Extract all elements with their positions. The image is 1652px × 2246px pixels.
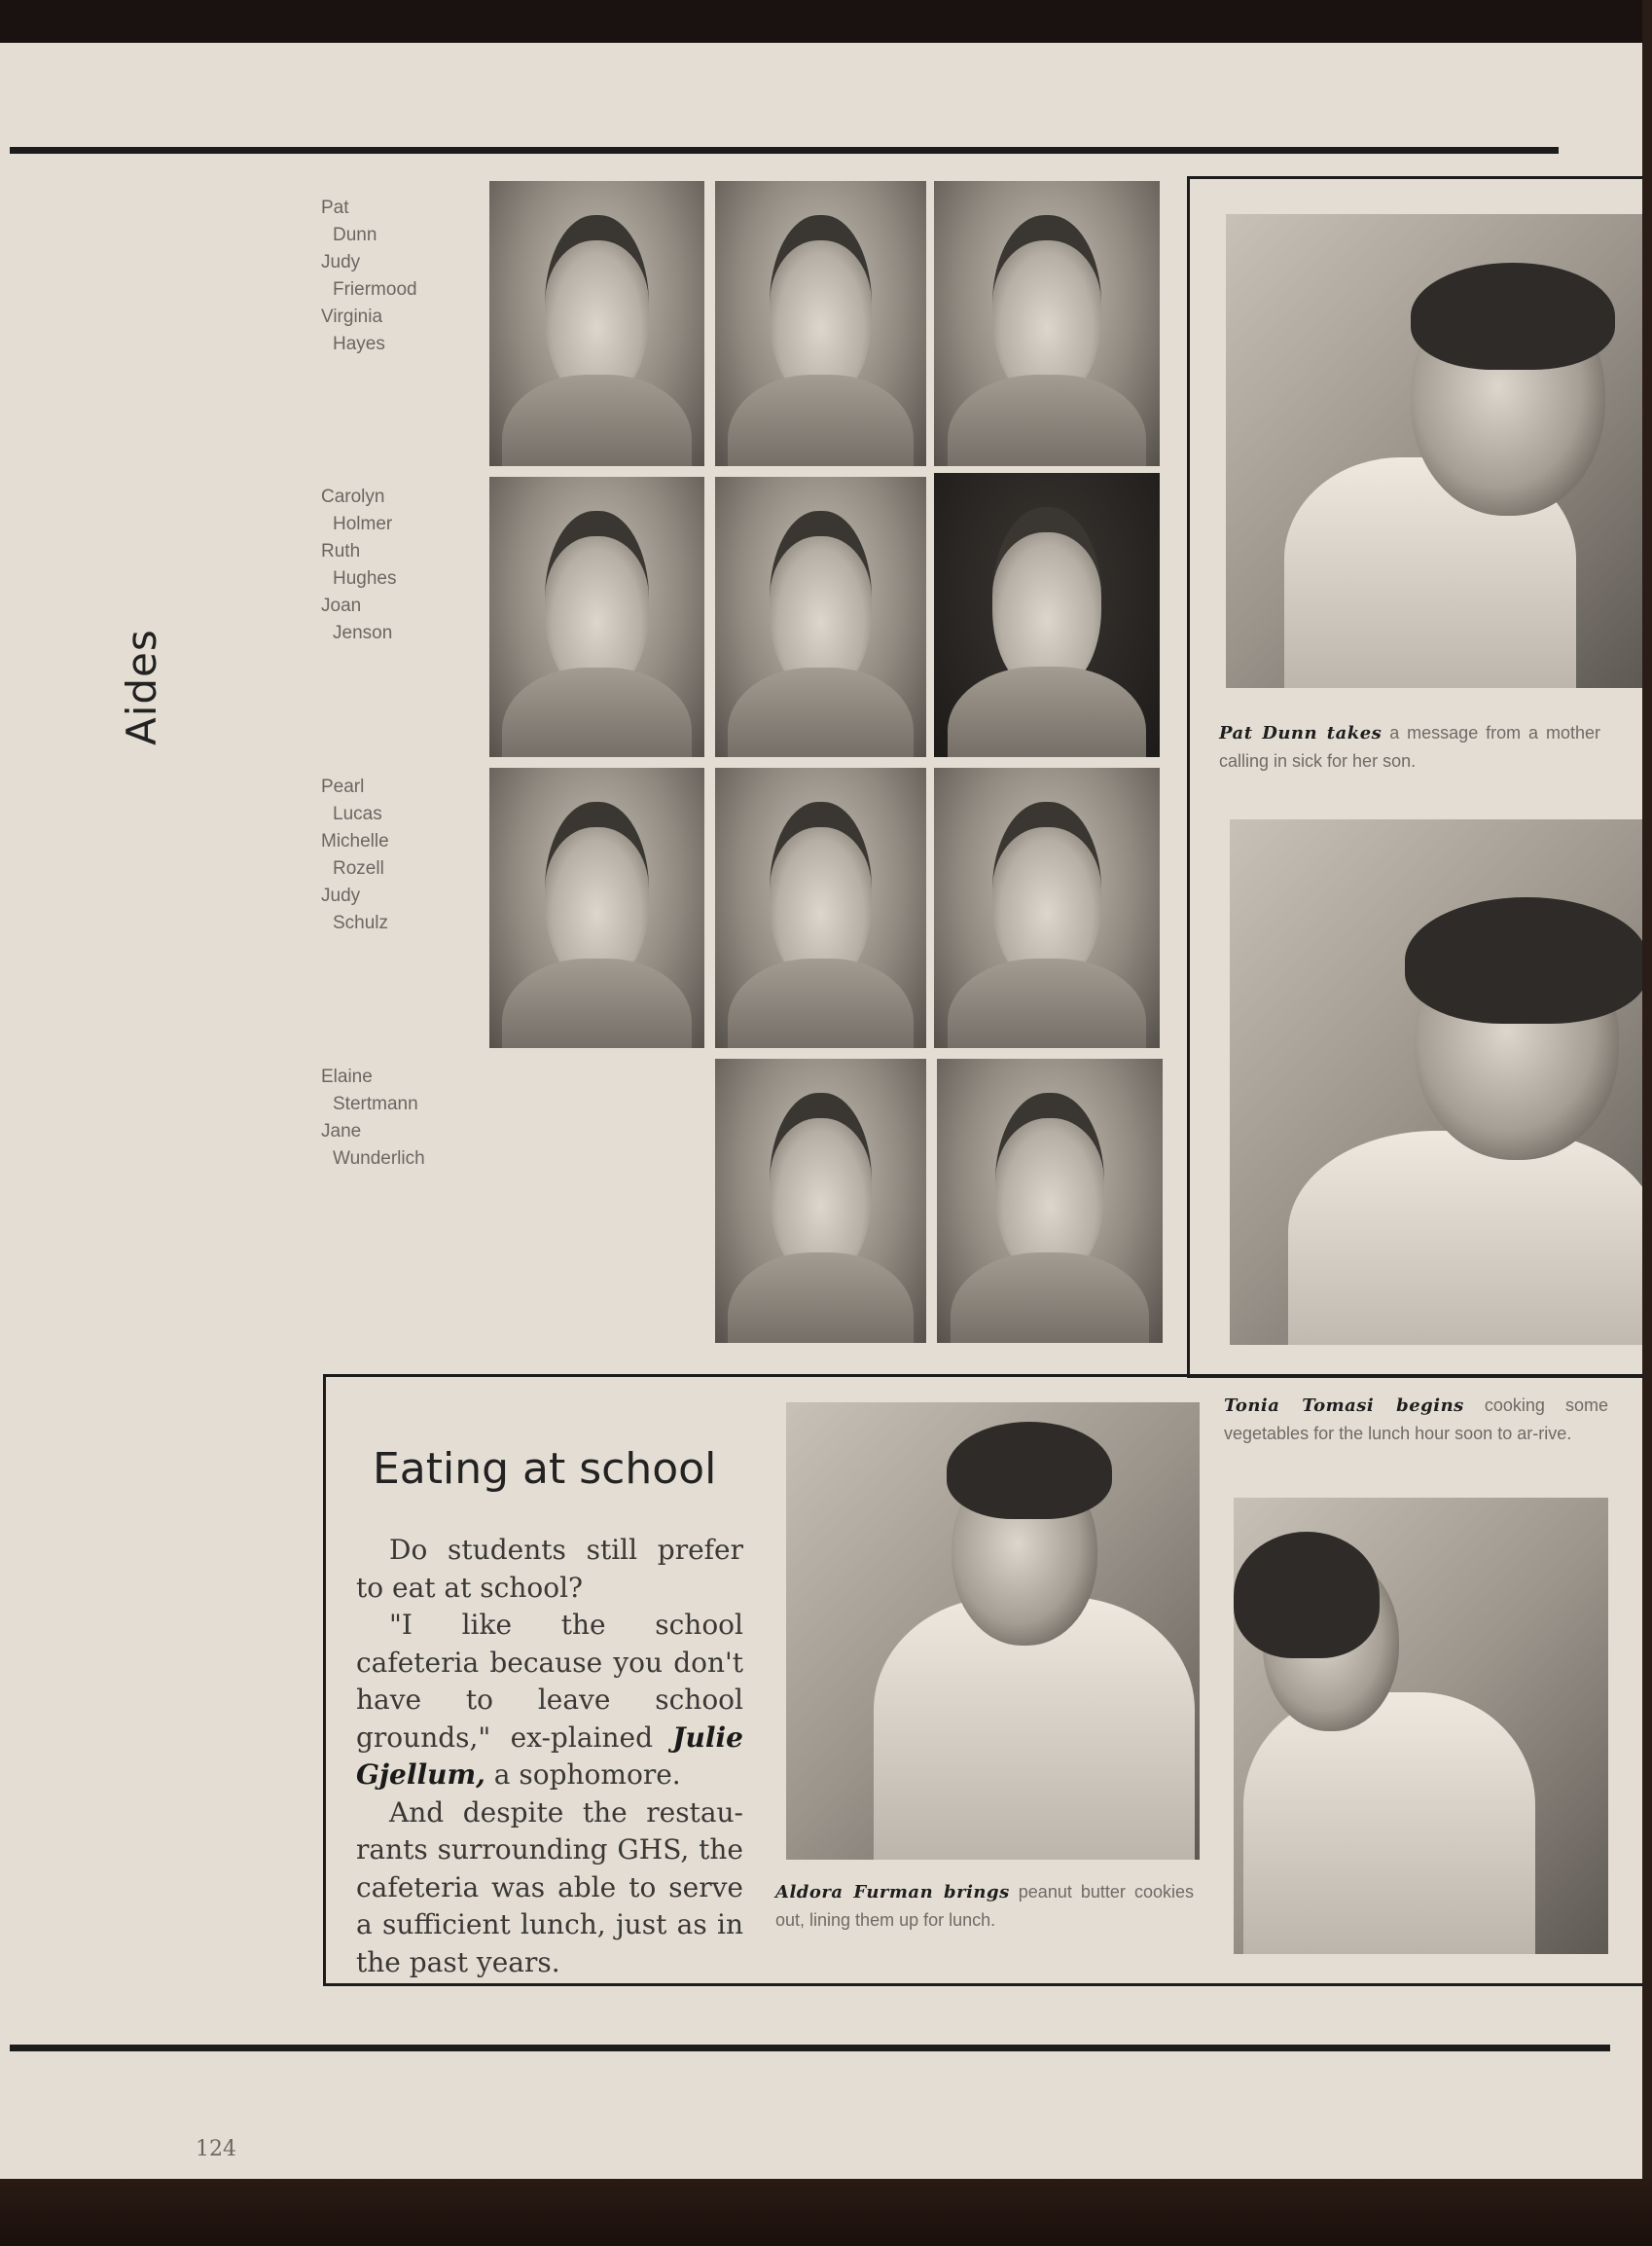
caption-text: a message from a mother calling in sick for her son.	[1219, 723, 1600, 771]
first-name: Michelle	[321, 831, 389, 851]
name-group-1	[321, 195, 417, 358]
last-name: Holmer	[333, 514, 393, 534]
portrait-photo	[715, 477, 926, 757]
portrait-photo	[489, 181, 704, 466]
last-name: Friermood	[333, 279, 417, 300]
photo-cafeteria-aide	[1230, 819, 1642, 1345]
photo-aldora-furman	[786, 1402, 1200, 1860]
story-paragraph: "I like the school cafeteria because you don't have to leave school grounds," ex-plained Julie Gjellum, a sophomore.	[356, 1609, 743, 1791]
portrait-photo	[715, 181, 926, 466]
story-headline: Eating at school	[373, 1444, 717, 1494]
portrait-photo	[489, 477, 704, 757]
first-name: Judy	[321, 886, 361, 906]
first-name: Judy	[321, 252, 361, 272]
name-group-4	[321, 1064, 425, 1173]
book-bottom-edge	[0, 2179, 1652, 2246]
portrait-photo	[934, 181, 1160, 466]
first-name: Pat	[321, 198, 349, 218]
bottom-rule	[10, 2045, 1610, 2051]
portrait-photo	[934, 768, 1160, 1048]
first-name: Carolyn	[321, 487, 385, 507]
yearbook-page	[0, 43, 1642, 2179]
last-name: Dunn	[333, 225, 377, 245]
caption-aldora-furman	[775, 1878, 1194, 1935]
photo-pat-dunn-phone	[1226, 214, 1642, 688]
first-name: Jane	[321, 1121, 362, 1141]
caption-lead: Tonia Tomasi begins	[1224, 1395, 1464, 1416]
caption-text: cooking some vegetables for the lunch hour soon to ar-rive.	[1224, 1395, 1608, 1443]
last-name: Wunderlich	[333, 1148, 425, 1169]
caption-lead: Pat Dunn takes	[1219, 723, 1383, 743]
student-name: Julie Gjellum,	[356, 1721, 743, 1791]
last-name: Stertmann	[333, 1094, 418, 1114]
section-label: Aides	[118, 629, 165, 745]
last-name: Hughes	[333, 568, 397, 589]
portrait-photo	[489, 768, 704, 1048]
last-name: Jenson	[333, 623, 393, 643]
name-group-3	[321, 774, 389, 937]
first-name: Elaine	[321, 1067, 373, 1087]
caption-tonia-tomasi	[1224, 1392, 1608, 1448]
last-name: Rozell	[333, 858, 384, 879]
photo-tonia-tomasi	[1234, 1498, 1608, 1954]
page-number: 124	[196, 2137, 236, 2161]
first-name: Pearl	[321, 777, 365, 797]
portrait-photo	[715, 768, 926, 1048]
story-paragraph: Do students still prefer to eat at school?	[356, 1534, 743, 1604]
portrait-photo	[934, 473, 1160, 757]
first-name: Virginia	[321, 307, 383, 327]
story-paragraph: And despite the restau-rants surrounding GHS, the cafeteria was able to serve a sufficient lunch, just as in the past years.	[356, 1795, 743, 1978]
top-rule	[10, 147, 1559, 154]
last-name: Lucas	[333, 804, 382, 824]
story-body	[356, 1532, 743, 1981]
last-name: Schulz	[333, 913, 389, 933]
first-name: Ruth	[321, 541, 361, 562]
caption-pat-dunn	[1219, 719, 1600, 776]
portrait-photo	[937, 1059, 1163, 1343]
first-name: Joan	[321, 596, 362, 616]
caption-lead: Aldora Furman brings	[775, 1882, 1010, 1902]
last-name: Hayes	[333, 334, 385, 354]
book-binding	[1642, 0, 1652, 2246]
caption-text: peanut butter cookies out, lining them up for lunch.	[775, 1882, 1194, 1930]
name-group-2	[321, 484, 397, 647]
portrait-photo	[715, 1059, 926, 1343]
